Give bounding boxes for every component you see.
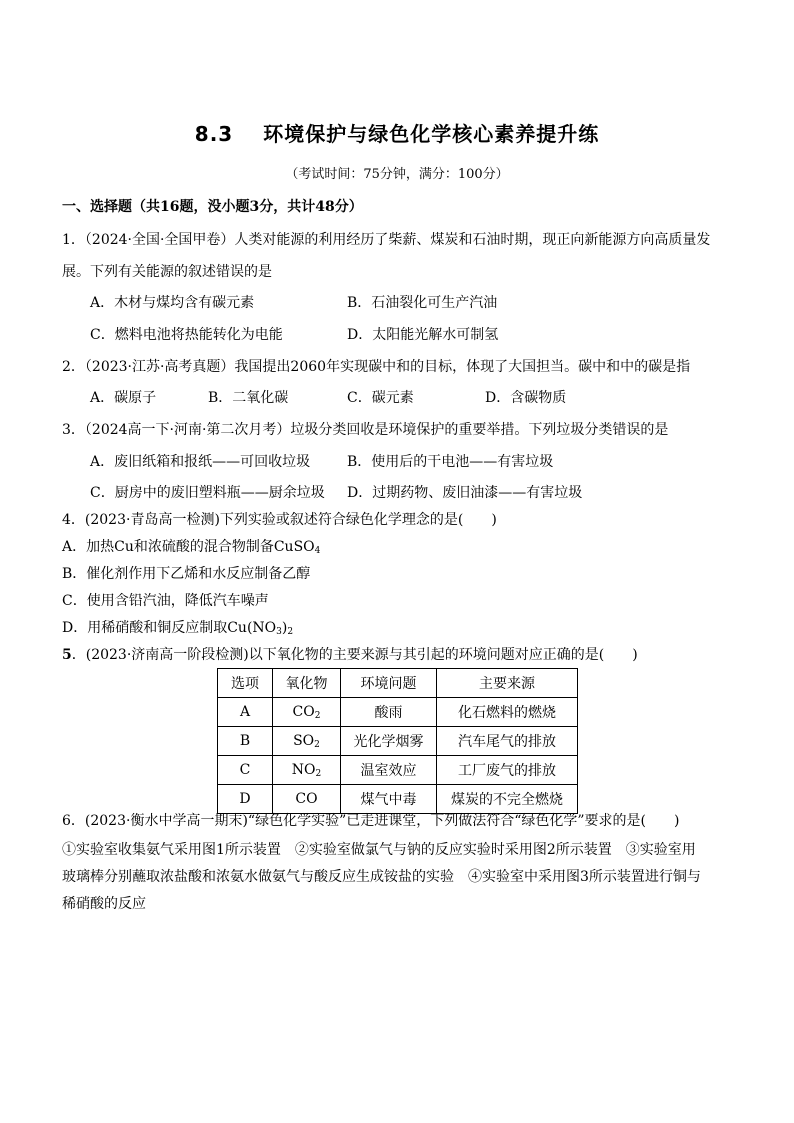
- q4-option-d-subscript-2: 2: [287, 627, 294, 637]
- table-cell-source: 汽车尾气的排放: [437, 727, 578, 756]
- q2-option-b: B．二氧化碳: [208, 390, 289, 406]
- table-cell-source: 化石燃料的燃烧: [437, 698, 578, 727]
- q3-option-b: B．使用后的干电池——有害垃圾: [347, 454, 554, 470]
- table-cell-oxide: [273, 756, 341, 785]
- title-text: 环境保护与绿色化学核心素养提升练: [263, 122, 600, 146]
- q5-stem: [62, 644, 638, 664]
- table-header-cell: 环境问题: [341, 669, 437, 698]
- q1-stem-line2: 展。下列有关能源的叙述错误的是: [62, 264, 272, 280]
- q4-stem: 4．(2023·青岛高一检测)下列实验或叙述符合绿色化学理念的是( ): [62, 512, 497, 528]
- q4-option-a-text: A．加热Cu和浓硫酸的混合物制备CuSO: [62, 539, 315, 555]
- q5-stem-text: ．(2023·济南高一阶段检测)以下氧化物的主要来源与其引起的环境问题对应正确的是( ): [71, 647, 638, 663]
- q6-statement-line3: 稀硝酸的反应: [62, 896, 146, 912]
- table-cell-option: D: [218, 785, 273, 814]
- q1-option-d: D．太阳能光解水可制氢: [347, 327, 499, 343]
- oxide-formula: NO: [291, 761, 316, 778]
- q4-option-d: [62, 617, 293, 637]
- table-cell-source: 煤炭的不完全燃烧: [437, 785, 578, 814]
- q1-option-b: B．石油裂化可生产汽油: [347, 295, 498, 311]
- page-title: [0, 118, 794, 147]
- q2-option-d: D．含碳物质: [485, 390, 567, 406]
- table-header-row: [218, 669, 578, 698]
- table-cell-problem: 酸雨: [341, 698, 437, 727]
- table-cell-source: 工厂废气的排放: [437, 756, 578, 785]
- oxide-formula: CO: [295, 790, 318, 807]
- table-cell-option: A: [218, 698, 273, 727]
- q5-number: 5: [62, 647, 72, 663]
- table-row: [218, 727, 578, 756]
- q2-option-a: A．碳原子: [90, 390, 157, 406]
- table-header-cell: 氧化物: [273, 669, 341, 698]
- table-cell-problem: 温室效应: [341, 756, 437, 785]
- oxide-formula: CO: [292, 703, 315, 720]
- q1-option-a: A．木材与煤均含有碳元素: [90, 295, 255, 311]
- q2-stem: 2．（2023·江苏·高考真题）我国提出2060年实现碳中和的目标，体现了大国担当。碳中和中的碳是指: [62, 359, 691, 375]
- oxide-table: [217, 668, 578, 814]
- q3-option-c: C．厨房中的废旧塑料瓶——厨余垃圾: [90, 485, 325, 501]
- table-row: [218, 756, 578, 785]
- chapter-number: 8.3: [194, 122, 234, 146]
- oxide-subscript: 2: [315, 768, 322, 779]
- q2-option-c: C．碳元素: [347, 390, 414, 406]
- table-cell-option: C: [218, 756, 273, 785]
- q4-option-a: [62, 536, 320, 556]
- q4-option-a-subscript: 4: [314, 546, 321, 556]
- q3-option-d: D．过期药物、废旧油漆——有害垃圾: [347, 485, 583, 501]
- q3-stem: 3．（2024高一下·河南·第二次月考）垃圾分类回收是环境保护的重要举措。下列垃圾分类错误的是: [62, 422, 669, 438]
- q4-option-c: C．使用含铅汽油，降低汽车噪声: [62, 593, 269, 609]
- q1-stem-line1: 1．（2024·全国·全国甲卷）人类对能源的利用经历了柴薪、煤炭和石油时期，现正向新能源方向高质量发: [62, 232, 711, 248]
- oxide-formula: SO: [293, 732, 315, 749]
- q1-option-c: C．燃料电池将热能转化为电能: [90, 327, 283, 343]
- oxide-subscript: 2: [314, 710, 321, 721]
- table-cell-oxide: [273, 698, 341, 727]
- oxide-subscript: 2: [314, 739, 320, 750]
- table-header-cell: 主要来源: [437, 669, 578, 698]
- q3-option-a: A．废旧纸箱和报纸——可回收垃圾: [90, 454, 311, 470]
- exam-info: （考试时间：75分钟，满分：100分）: [285, 167, 509, 182]
- table-cell-option: B: [218, 727, 273, 756]
- q4-option-d-text: D．用稀硝酸和铜反应制取Cu(NO: [62, 620, 277, 636]
- q4-option-b: B．催化剂作用下乙烯和水反应制备乙醇: [62, 566, 311, 582]
- section-heading: 一、选择题（共16题，没小题3分，共计48分）: [62, 199, 363, 215]
- q4-option-d-subscript-1: 3: [276, 627, 282, 637]
- table-cell-oxide: [273, 727, 341, 756]
- q6-stem: 6．(2023·衡水中学高一期末)“绿色化学实验”已走进课堂，下列做法符合“绿色化学”要求的是( ): [62, 813, 680, 829]
- table-cell-problem: 光化学烟雾: [341, 727, 437, 756]
- table-row: [218, 698, 578, 727]
- table-cell-problem: 煤气中毒: [341, 785, 437, 814]
- q6-statement-line1: ①实验室收集氨气采用图1所示装置 ②实验室做氯气与钠的反应实验时采用图2所示装置 ③实验室用: [62, 842, 696, 858]
- q4-option-d-paren: ): [281, 620, 288, 636]
- table-header-cell: 选项: [218, 669, 273, 698]
- q6-statement-line2: 玻璃棒分别蘸取浓盐酸和浓氨水做氨气与酸反应生成铵盐的实验 ④实验室中采用图3所示装置进行铜与: [62, 869, 701, 885]
